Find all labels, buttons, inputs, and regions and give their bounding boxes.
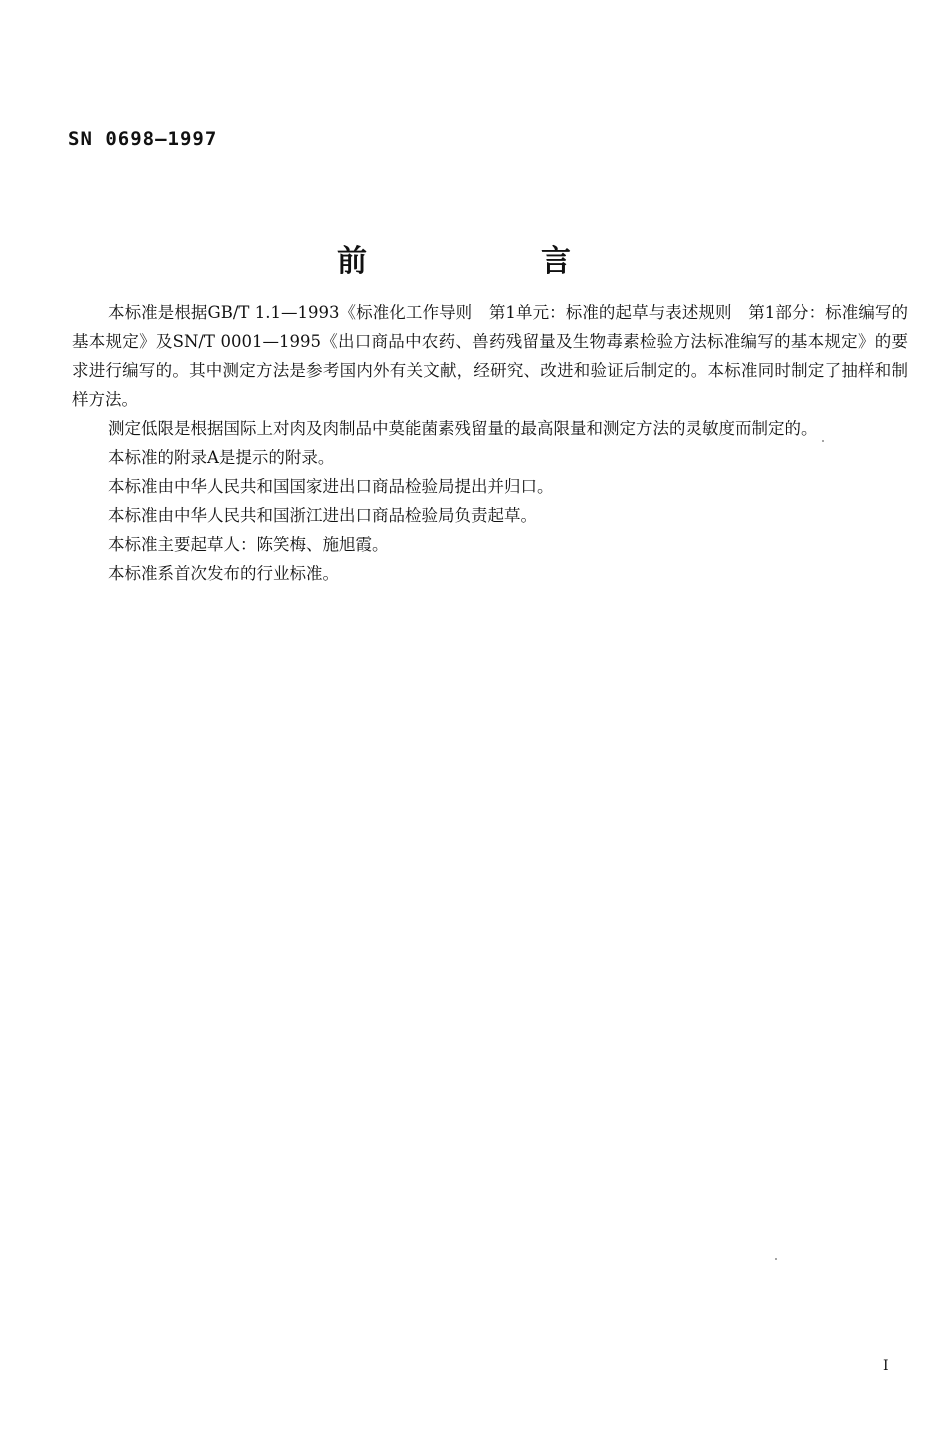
paragraph-proposer: 本标准由中华人民共和国国家进出口商品检验局提出并归口。 — [108, 477, 554, 496]
paragraph-detection-limit: 测定低限是根据国际上对肉及肉制品中莫能菌素残留量的最高限量和测定方法的灵敏度而制定的。 — [108, 419, 818, 438]
scan-speck — [822, 440, 824, 442]
foreword-body — [72, 298, 908, 588]
paragraph-drafter-org: 本标准由中华人民共和国浙江进出口商品检验局负责起草。 — [108, 506, 537, 525]
scan-speck — [775, 1258, 777, 1260]
paragraph-basis: 本标准是根据GB/T 1.1—1993《标准化工作导则 第1单元：标准的起草与表述规则 第1部分：标准编写的基本规定》及SN/T 0001—1995《出口商品中农药、兽药残留量及生物毒素检验方法标准编写的基本规定》的要求进行编写的。其中测定方法是参考国内外有关文献，经研究、改进和验证后制定的。本标准同时制定了抽样和制样方法。 — [72, 303, 908, 409]
page-number: I — [883, 1358, 889, 1374]
paragraph-first-issue: 本标准系首次发布的行业标准。 — [108, 564, 339, 583]
page-title: 前 言 — [337, 244, 643, 279]
paragraph-drafters: 本标准主要起草人：陈笑梅、施旭霞。 — [108, 535, 389, 554]
standard-code: SN 0698—1997 — [68, 128, 218, 150]
paragraph-appendix: 本标准的附录A是提示的附录。 — [108, 448, 335, 467]
